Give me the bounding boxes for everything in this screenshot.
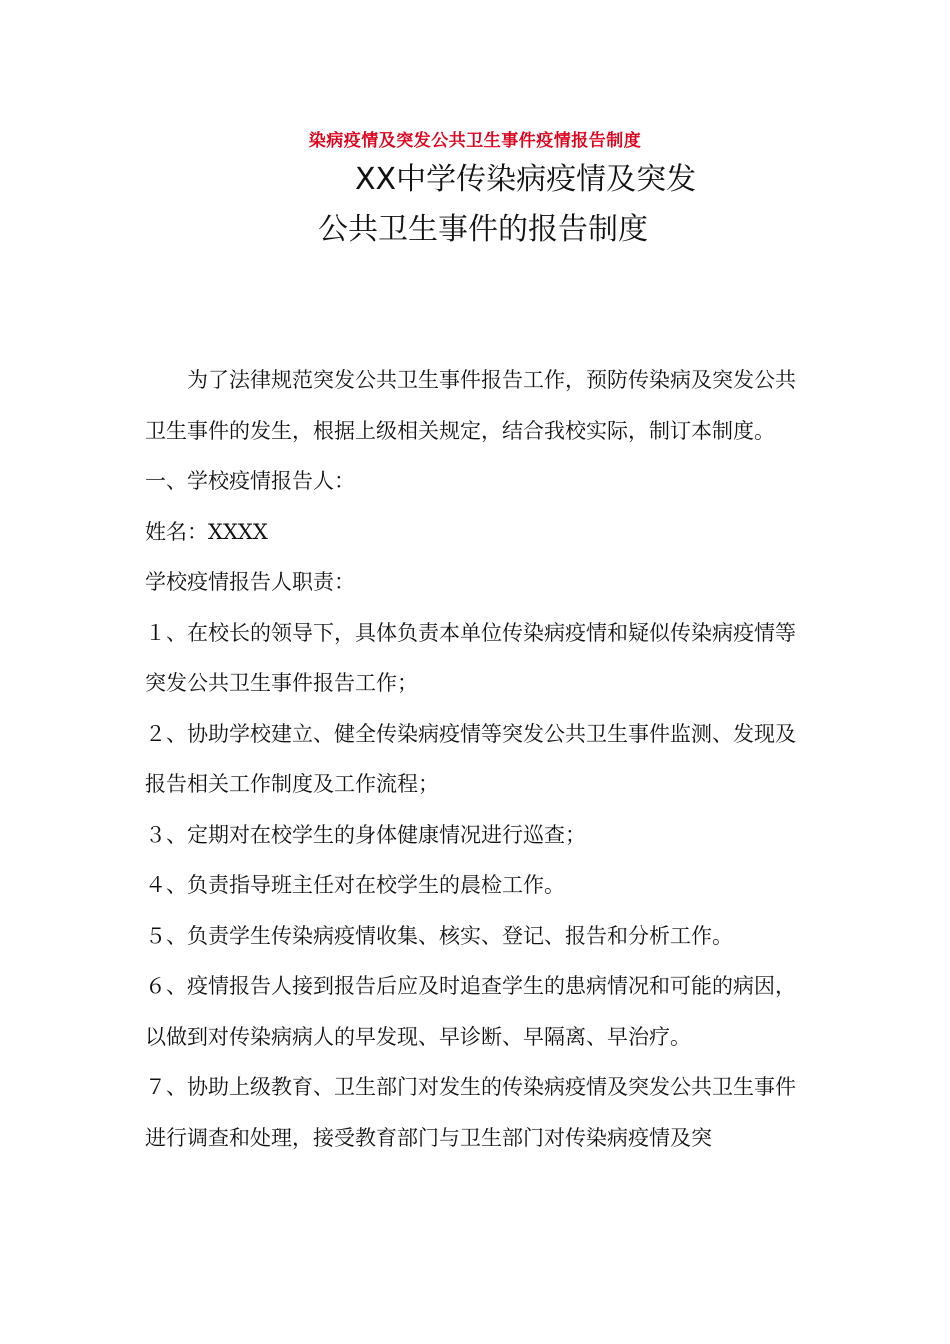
duty-item: １、在校长的领导下，具体负责本单位传染病疫情和疑似传染病疫情等突发公共卫生事件报告工作； <box>145 620 796 695</box>
duty-item: ２、协助学校建立、健全传染病疫情等突发公共卫生事件监测、发现及报告相关工作制度及工作流程； <box>145 721 796 796</box>
duties-heading: 学校疫情报告人职责： <box>145 570 355 594</box>
document-title-line-1: XX中学传染病疫情及突发 <box>355 162 697 197</box>
section-heading: 一、学校疫情报告人： <box>145 469 355 493</box>
document-body <box>145 355 810 1163</box>
intro-paragraph: 为了法律规范突发公共卫生事件报告工作，预防传染病及突发公共卫生事件的发生，根据上级相关规定，结合我校实际，制订本制度。 <box>145 368 796 443</box>
red-header-title: 染病疫情及突发公共卫生事件疫情报告制度 <box>308 131 642 151</box>
duty-item: ３、定期对在校学生的身体健康情况进行巡查； <box>145 822 586 847</box>
reporter-name: 姓名：XXXX <box>145 519 268 544</box>
duty-item: ７、协助上级教育、卫生部门对发生的传染病疫情及突发公共卫生事件进行调查和处理，接受教育部门与卫生部门对传染病疫情及突 <box>145 1075 796 1150</box>
duty-item: ４、负责指导班主任对在校学生的晨检工作。 <box>145 873 565 897</box>
document-title-line-2: 公共卫生事件的报告制度 <box>318 212 648 247</box>
duty-item: ６、疫情报告人接到报告后应及时追查学生的患病情况和可能的病因，以做到对传染病病人的早发现、早诊断、早隔离、早治疗。 <box>145 974 796 1049</box>
duty-item: ５、负责学生传染病疫情收集、核实、登记、报告和分析工作。 <box>145 923 733 948</box>
